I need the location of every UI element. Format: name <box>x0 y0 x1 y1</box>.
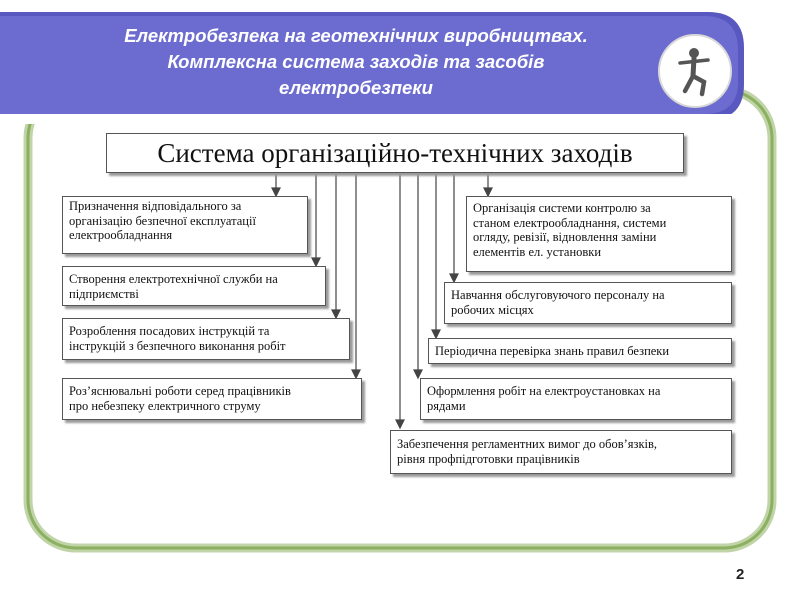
right-box-4-line-1: Оформлення робіт на електроустановках на <box>427 384 661 398</box>
right-box-2 <box>444 282 732 324</box>
left-box-1-line-2: організацію безпечної експлуатації <box>69 213 256 228</box>
page-number: 2 <box>736 566 745 583</box>
main-title-box <box>106 133 684 173</box>
right-box-3 <box>428 338 732 364</box>
right-box-1-line-1: Організація системи контролю за <box>473 201 651 215</box>
right-box-2-line-1: Навчання обслуговуючого персоналу на <box>451 288 665 302</box>
left-box-1-line-1: Призначення відповідального за <box>69 199 242 213</box>
right-box-1-line-4: елементів ел. установки <box>473 244 602 259</box>
right-box-1 <box>466 196 732 272</box>
left-box-3 <box>62 318 350 360</box>
figure-icon <box>658 34 732 108</box>
left-box-1-line-3: електрообладнання <box>69 228 173 242</box>
left-box-4-line-2: про небезпеку електричного струму <box>69 398 261 413</box>
right-box-4 <box>420 378 732 420</box>
left-box-3-line-2: інструкцій з безпечного виконання робіт <box>69 338 286 353</box>
right-box-5-line-1: Забезпечення регламентних вимог до обов’язків, <box>397 437 658 451</box>
right-box-1-line-3: огляду, ревізії, відновлення заміни <box>473 230 657 244</box>
title-line-1: Електробезпека на геотехнічних виробництвах. <box>124 25 588 46</box>
right-box-5-line-2: рівня профпідготовки працівників <box>397 451 580 466</box>
title-line-3: електробезпеки <box>279 77 433 98</box>
left-box-2 <box>62 266 326 306</box>
left-box-1 <box>62 196 308 254</box>
slide-title <box>36 14 676 110</box>
left-box-3-line-1: Розроблення посадових інструкцій та <box>69 324 270 338</box>
left-box-2-line-1: Створення електротехнічної служби на <box>69 272 278 286</box>
left-box-2-line-2: підприємстві <box>69 286 139 301</box>
right-box-4-line-2: рядами <box>427 398 466 413</box>
main-title: Система організаційно-технічних заходів <box>157 137 633 168</box>
right-box-5 <box>390 430 732 474</box>
left-box-4 <box>62 378 362 420</box>
left-box-4-line-1: Роз’яснювальні роботи серед працівників <box>69 384 291 398</box>
title-line-2: Комплексна система заходів та засобів <box>167 51 545 72</box>
right-box-1-line-2: станом електрообладнання, системи <box>473 215 667 230</box>
right-box-3-line-1: Періодична перевірка знань правил безпеки <box>435 344 670 358</box>
right-box-2-line-2: робочих місцях <box>451 302 534 317</box>
